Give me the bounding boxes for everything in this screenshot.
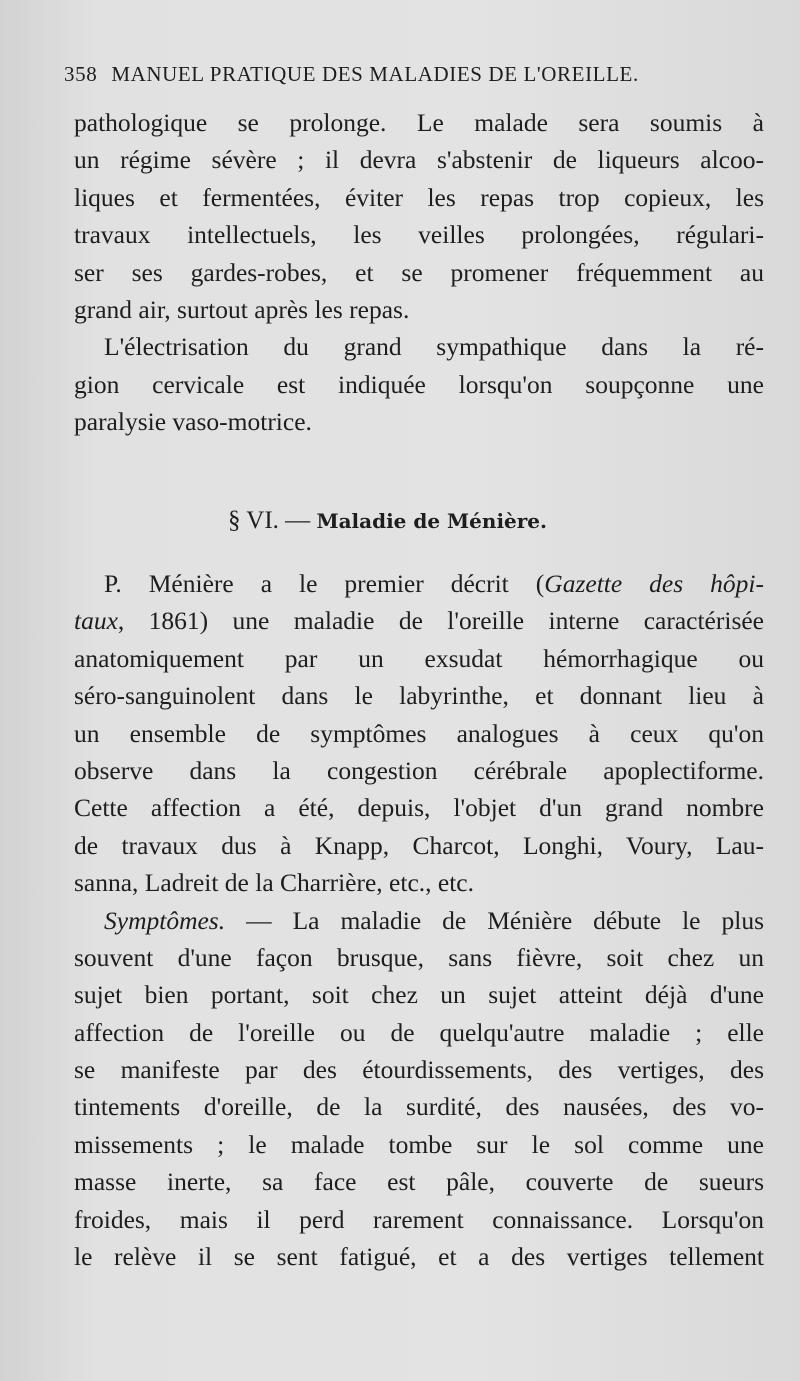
section-title: Maladie de Ménière. (316, 509, 547, 533)
section-number: § VI. — (228, 507, 311, 534)
text-line: grand air, surtout après les repas. (74, 294, 410, 324)
text-line: L'électrisation du grand sympathique dans la ré- (104, 332, 764, 362)
body-text-bottom (74, 565, 764, 1275)
text-line: sujet bien portant, soit chez un sujet atteint déjà d'une (74, 980, 764, 1010)
text-line: tintements d'oreille, de la surdité, des nausées, des vo- (74, 1092, 764, 1122)
text-line: missements ; le malade tombe sur le sol comme une (74, 1129, 764, 1159)
paragraph-1 (74, 104, 764, 328)
section-heading (228, 507, 547, 535)
text-line: un régime sévère ; il devra s'abstenir de liqueurs alcoo- (74, 145, 764, 175)
text-line: froides, mais il perd rarement connaissance. Lorsqu'on (74, 1204, 764, 1234)
text-line: masse inerte, sa face est pâle, couverte de sueurs (74, 1167, 764, 1197)
page-number: 358 (64, 62, 98, 86)
text-line: affection de l'oreille ou de quelqu'autre maladie ; elle (74, 1017, 764, 1047)
text-line: un ensemble de symptômes analogues à ceux qu'on (74, 718, 764, 748)
text-line: pathologique se prolonge. Le malade sera soumis à (74, 108, 764, 137)
text-line: sanna, Ladreit de la Charrière, etc., etc. (74, 868, 474, 898)
text-line: liques et fermentées, éviter les repas trop copieux, les (74, 182, 764, 212)
running-title: MANUEL PRATIQUE DES MALADIES DE L'OREILLE. (111, 62, 639, 86)
text-line: P. Ménière a le premier décrit (Gazette des hôpi- (104, 569, 765, 598)
text-line: observe dans la congestion cérébrale apoplectiforme. (74, 755, 764, 785)
text-line: Cette affection a été, depuis, l'objet d'un grand nombre (74, 793, 764, 823)
text-line: séro-sanguinolent dans le labyrinthe, et donnant lieu à (74, 681, 764, 711)
text-line: anatomiquement par un exsudat hémorrhagique ou (74, 643, 764, 673)
text-line: taux, 1861) une maladie de l'oreille interne caractérisée (74, 606, 764, 636)
text-line: le relève il se sent fatigué, et a des vertiges tellement (74, 1242, 764, 1272)
text-line: de travaux dus à Knapp, Charcot, Longhi, Voury, Lau- (74, 830, 764, 860)
body-text-top (74, 104, 764, 441)
paragraph-3 (74, 565, 764, 902)
text-line: gion cervicale est indiquée lorsqu'on soupçonne une (74, 369, 764, 399)
paragraph-4 (74, 902, 764, 1276)
text-line: se manifeste par des étourdissements, des vertiges, des (74, 1055, 764, 1085)
paragraph-2 (74, 328, 764, 440)
text-line: paralysie vaso-motrice. (74, 407, 312, 437)
text-line: souvent d'une façon brusque, sans fièvre, soit chez un (74, 942, 764, 972)
text-line: ser ses gardes-robes, et se promener fréquemment au (74, 257, 764, 287)
running-header (64, 62, 764, 87)
text-line: Symptômes. — La maladie de Ménière débute le plus (104, 905, 764, 935)
text-line: travaux intellectuels, les veilles prolongées, régulari- (74, 220, 764, 250)
